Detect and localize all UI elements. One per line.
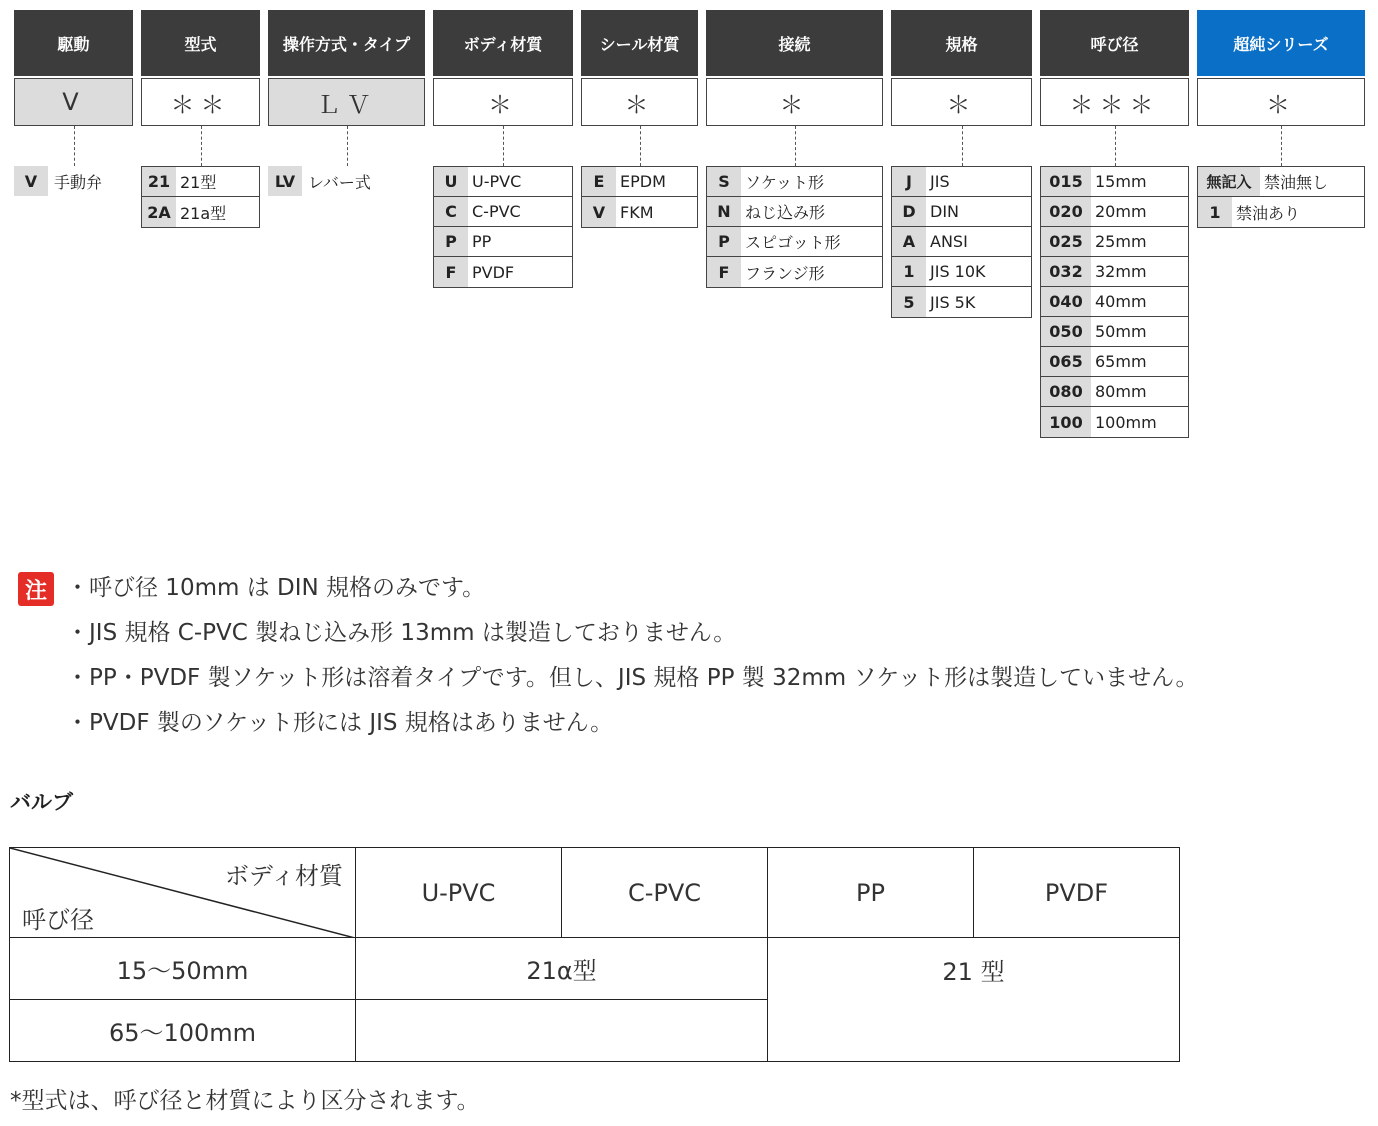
option-code: F xyxy=(434,257,468,287)
option-row xyxy=(1041,347,1188,377)
option-row xyxy=(434,197,572,227)
material-header: PVDF xyxy=(974,848,1180,938)
option-row xyxy=(892,287,1031,317)
option-label: 80mm xyxy=(1095,382,1147,401)
dashed-connector xyxy=(640,126,641,166)
option-row xyxy=(582,197,697,227)
option-row xyxy=(14,166,133,196)
option-row xyxy=(142,197,259,227)
column-header: 接続 xyxy=(706,10,883,76)
option-code: E xyxy=(582,167,616,196)
option-label: JIS xyxy=(930,172,950,191)
option-code: 100 xyxy=(1041,407,1091,437)
option-code: V xyxy=(582,197,616,227)
option-code: 1 xyxy=(892,257,926,286)
dashed-connector xyxy=(1115,126,1116,166)
option-code: S xyxy=(707,167,741,196)
material-header: PP xyxy=(768,848,974,938)
option-list xyxy=(14,166,133,196)
corner-bottom-label: 呼び径 xyxy=(22,906,94,934)
option-label: 100mm xyxy=(1095,412,1157,432)
option-label: JIS 5K xyxy=(930,292,976,312)
option-row xyxy=(1041,227,1188,257)
dashed-connector xyxy=(347,126,348,166)
option-row xyxy=(707,227,882,257)
note-line: ・JIS 規格 C-PVC 製ねじ込み形 13mm は製造しておりません。 xyxy=(66,620,737,646)
option-label: 50mm xyxy=(1095,322,1147,341)
column-model xyxy=(141,10,260,228)
code-box: ＊＊＊ xyxy=(1040,78,1189,126)
column-header: 規格 xyxy=(891,10,1032,76)
option-code: 025 xyxy=(1041,227,1091,256)
option-code: N xyxy=(707,197,741,226)
code-box: ＬＶ xyxy=(268,78,425,126)
option-row xyxy=(892,227,1031,257)
size-label: 15〜50mm xyxy=(10,938,356,1000)
code-box: ＊ xyxy=(581,78,698,126)
option-label: 15mm xyxy=(1095,172,1147,191)
dashed-connector xyxy=(1281,126,1282,166)
size-label: 65〜100mm xyxy=(10,1000,356,1062)
code-box: ＊ xyxy=(1197,78,1365,126)
column-body-material xyxy=(433,10,573,288)
note-badge: 注 xyxy=(18,572,54,606)
dashed-connector xyxy=(962,126,963,166)
column-header: ボディ材質 xyxy=(433,10,573,76)
corner-top-label: ボディ材質 xyxy=(224,862,343,890)
option-row xyxy=(1041,407,1188,437)
column-header: 駆動 xyxy=(14,10,133,76)
option-row xyxy=(268,166,425,196)
option-label: 禁油無し xyxy=(1264,173,1329,192)
option-code: 080 xyxy=(1041,377,1091,406)
option-label: フランジ形 xyxy=(745,263,825,283)
option-list xyxy=(706,166,883,288)
option-code: 2A xyxy=(142,197,176,227)
option-label: DIN xyxy=(930,202,960,221)
option-row xyxy=(1041,167,1188,197)
option-label: ANSI xyxy=(930,232,968,251)
note-line: ・呼び径 10mm は DIN 規格のみです。 xyxy=(66,575,486,601)
option-list xyxy=(1197,166,1365,228)
option-code: 050 xyxy=(1041,317,1091,346)
option-label: PVDF xyxy=(472,262,515,282)
option-label: 32mm xyxy=(1095,262,1147,281)
option-list xyxy=(891,166,1032,318)
option-label: 21型 xyxy=(180,173,217,192)
column-header: 呼び径 xyxy=(1040,10,1189,76)
option-code: 1 xyxy=(1198,197,1232,227)
note-line: ・PP・PVDF 製ソケット形は溶着タイプです。但し、JIS 規格 PP 製 32mm ソケット形は製造していません。 xyxy=(66,665,1199,691)
column-ultrapure-series xyxy=(1197,10,1365,228)
option-label: レバー式 xyxy=(308,172,371,192)
column-connection xyxy=(706,10,883,288)
column-operation xyxy=(268,10,425,196)
option-list xyxy=(433,166,573,288)
option-label: 禁油あり xyxy=(1236,203,1301,223)
dashed-connector xyxy=(74,126,75,166)
option-label: ねじ込み形 xyxy=(745,203,826,222)
code-box: ＊ xyxy=(891,78,1032,126)
option-row xyxy=(707,257,882,287)
option-code: 無記入 xyxy=(1198,167,1260,196)
section-title: バルブ xyxy=(10,790,73,814)
option-row xyxy=(434,227,572,257)
option-label: JIS 10K xyxy=(930,262,986,281)
option-code: 020 xyxy=(1041,197,1091,226)
option-code: V xyxy=(14,166,48,196)
option-code: 032 xyxy=(1041,257,1091,286)
option-label: PP xyxy=(472,232,492,251)
code-box: ＊＊ xyxy=(141,78,260,126)
option-label: 20mm xyxy=(1095,202,1147,221)
option-label: 21a型 xyxy=(180,203,227,223)
valve-table xyxy=(9,847,1180,1062)
option-code: 5 xyxy=(892,287,926,317)
column-seal-material xyxy=(581,10,698,228)
option-code: 040 xyxy=(1041,287,1091,316)
option-label: 25mm xyxy=(1095,232,1147,251)
option-row xyxy=(434,167,572,197)
option-code: P xyxy=(707,227,741,256)
column-drive xyxy=(14,10,133,196)
model-cell: 21α型 xyxy=(356,938,768,1000)
option-label: EPDM xyxy=(620,172,666,191)
column-header: 操作方式・タイプ xyxy=(268,10,425,76)
option-list xyxy=(268,166,425,196)
option-label: 65mm xyxy=(1095,352,1147,371)
option-row xyxy=(892,197,1031,227)
option-code: 065 xyxy=(1041,347,1091,376)
option-row xyxy=(1041,317,1188,347)
option-label: FKM xyxy=(620,202,654,222)
footnote: *型式は、呼び径と材質により区分されます。 xyxy=(10,1088,480,1114)
option-row xyxy=(892,257,1031,287)
dashed-connector xyxy=(503,126,504,166)
corner-cell xyxy=(10,848,356,938)
column-header: 超純シリーズ xyxy=(1197,10,1365,76)
option-list xyxy=(581,166,698,228)
column-header: 型式 xyxy=(141,10,260,76)
option-label: 40mm xyxy=(1095,292,1147,311)
code-box: V xyxy=(14,78,133,126)
column-nominal-size xyxy=(1040,10,1189,438)
option-code: LV xyxy=(268,166,302,196)
option-code: A xyxy=(892,227,926,256)
option-row xyxy=(707,167,882,197)
option-row xyxy=(1198,167,1364,197)
option-row xyxy=(582,167,697,197)
empty-cell xyxy=(356,1000,768,1062)
option-label: C-PVC xyxy=(472,202,521,221)
option-row xyxy=(1198,197,1364,227)
option-code: P xyxy=(434,227,468,256)
option-label: 手動弁 xyxy=(54,172,103,192)
option-row xyxy=(434,257,572,287)
dashed-connector xyxy=(201,126,202,166)
option-code: F xyxy=(707,257,741,287)
option-row xyxy=(892,167,1031,197)
option-code: J xyxy=(892,167,926,196)
option-label: ソケット形 xyxy=(745,173,825,192)
column-header: シール材質 xyxy=(581,10,698,76)
column-standard xyxy=(891,10,1032,318)
option-row xyxy=(707,197,882,227)
option-row xyxy=(1041,197,1188,227)
option-row xyxy=(142,167,259,197)
option-list xyxy=(141,166,260,228)
material-header: U-PVC xyxy=(356,848,562,938)
code-box: ＊ xyxy=(433,78,573,126)
option-label: U-PVC xyxy=(472,172,522,191)
code-box: ＊ xyxy=(706,78,883,126)
option-code: D xyxy=(892,197,926,226)
option-code: 21 xyxy=(142,167,176,196)
option-code: 015 xyxy=(1041,167,1091,196)
option-label: スピゴット形 xyxy=(745,233,841,252)
option-row xyxy=(1041,257,1188,287)
model-cell: 21 型 xyxy=(768,938,1180,1062)
note-line: ・PVDF 製のソケット形には JIS 規格はありません。 xyxy=(66,710,614,736)
option-row xyxy=(1041,287,1188,317)
option-row xyxy=(1041,377,1188,407)
option-code: C xyxy=(434,197,468,226)
dashed-connector xyxy=(795,126,796,166)
option-code: U xyxy=(434,167,468,196)
material-header: C-PVC xyxy=(562,848,768,938)
option-list xyxy=(1040,166,1189,438)
